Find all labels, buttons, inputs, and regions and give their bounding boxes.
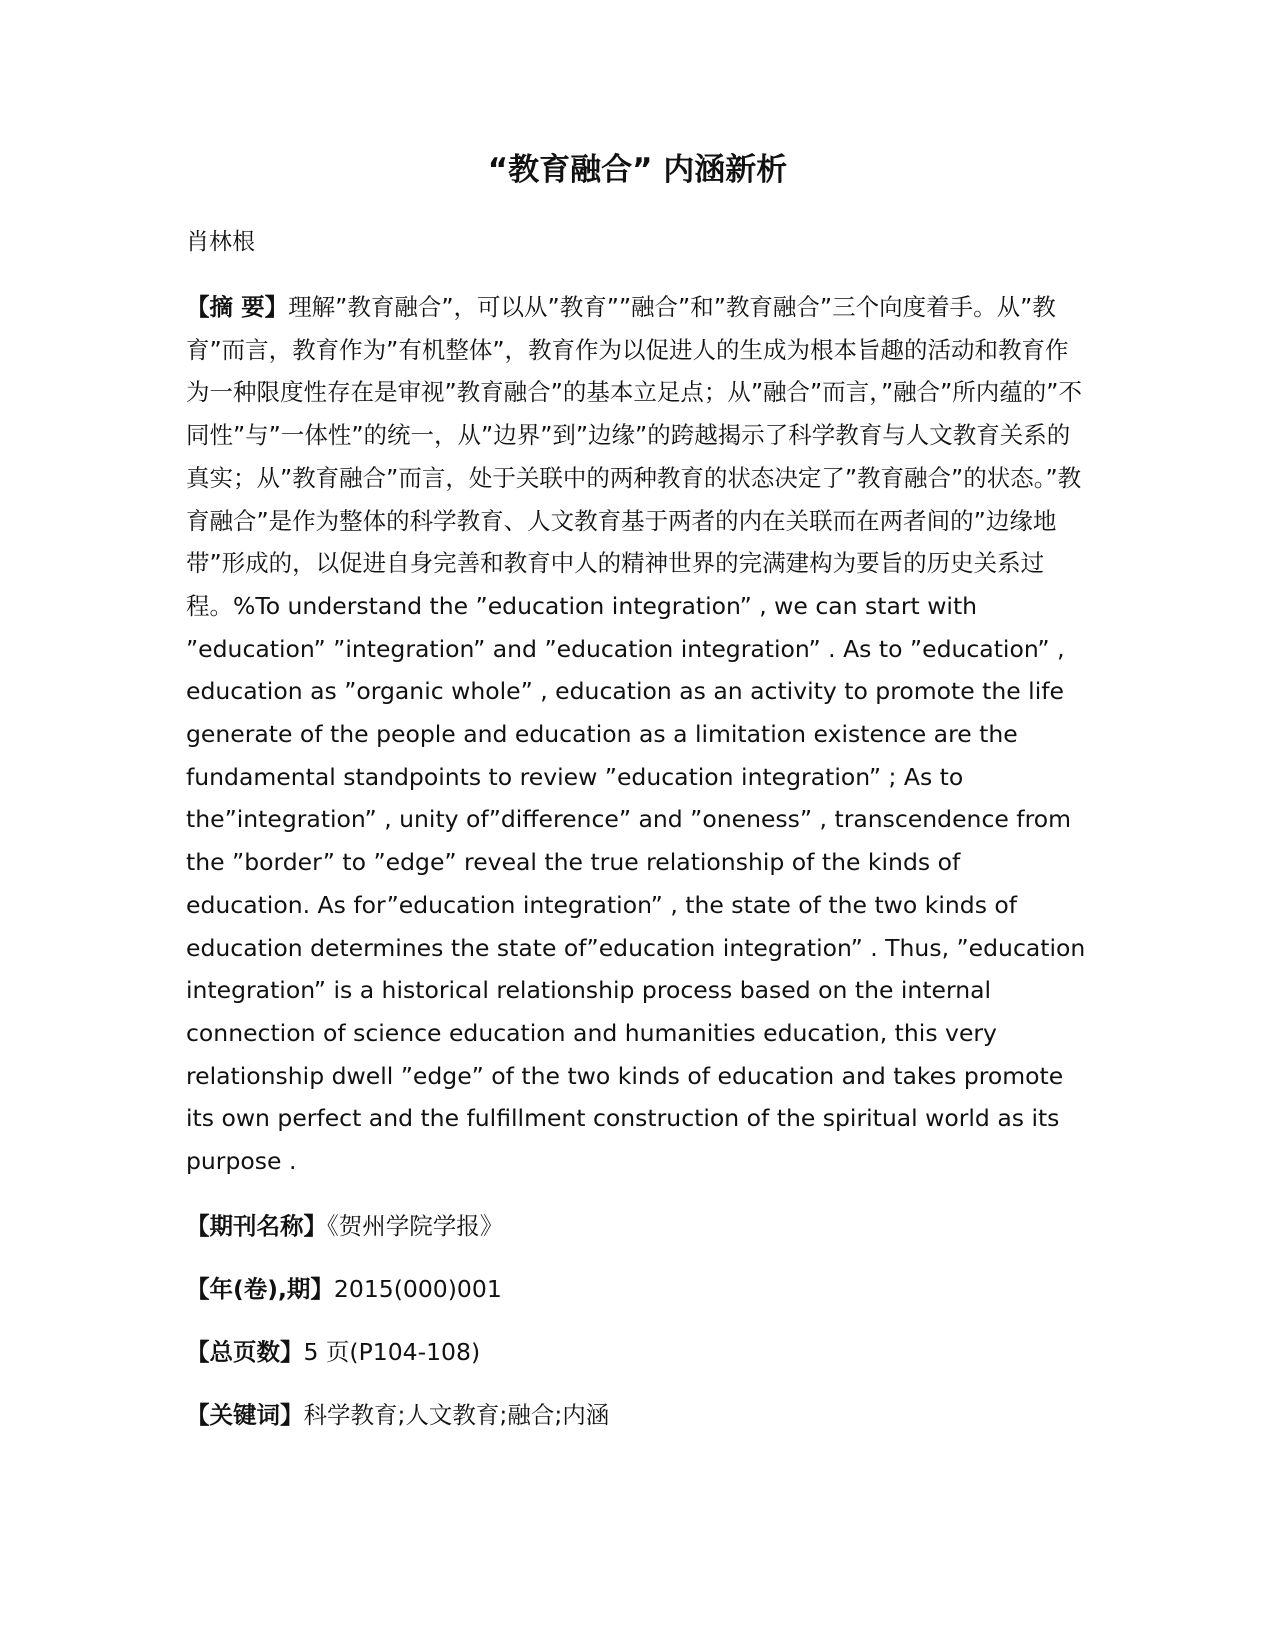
abstract-paragraph bbox=[186, 286, 1086, 1183]
year-volume-issue-label: 【年(卷),期】 bbox=[186, 1275, 334, 1303]
keywords-row bbox=[186, 1398, 609, 1432]
abstract-label: 【摘 要】 bbox=[186, 293, 289, 321]
journal-name-row bbox=[186, 1209, 503, 1243]
page-count-value: 5 页(P104-108) bbox=[303, 1338, 481, 1366]
article-title: “教育融合” 内涵新析 bbox=[487, 152, 788, 188]
author-name: 肖林根 bbox=[186, 229, 255, 255]
keywords-label: 【关键词】 bbox=[186, 1401, 304, 1429]
keywords-value: 科学教育;人文教育;融合;内涵 bbox=[303, 1401, 610, 1429]
year-volume-issue-value: 2015(000)001 bbox=[333, 1275, 502, 1303]
page-count-row bbox=[186, 1335, 480, 1369]
journal-name-value: 《贺州学院学报》 bbox=[327, 1212, 504, 1240]
journal-name-label: 【期刊名称】 bbox=[186, 1212, 327, 1240]
year-volume-issue-row bbox=[186, 1272, 502, 1306]
page-count-label: 【总页数】 bbox=[186, 1338, 304, 1366]
abstract-chinese-text: 理解”教育融合”，可以从”教育””融合”和”教育融合”三个向度着手。从”教育”而言，教育作为”有机整体”，教育作为以促进人的生成为根本旨趣的活动和教育作为一种限度性存在是审视”教育融合”的基本立足点；从”融合”而言，”融合”所内蕴的”不同性”与”一体性”的统一，从”边界”到”边缘”的跨越揭示了科学教育与人文教育关系的真实；从”教育融合”而言，处于关联中的两种教育的状态决定了”教育融合”的状态。”教育融合”是作为整体的科学教育、人文教育基于两者的内在关联而在两者间的”边缘地带”形成的，以促进自身完善和教育中人的精神世界的完满建构为要旨的历史关系过程。 bbox=[186, 293, 1082, 620]
abstract-english-text: %To understand the ”education integration” , we can start with ”education” ”integration” and ”education integration” . As to ”education” , education as ”organic whole” , education as an activity to promote the life generate of the people and education as a limitation existence are the fundamental standpoints to review ”education integration” ; As to the”integration” , unity of”difference” and ”oneness” , transcendence from the ”border” to ”edge” reveal the true relationship of the kinds of education. As for”education integration” , the state of the two kinds of education determines the state of”education integration” . Thus, ”education integration” is a historical relationship process based on the internal connection of science education and humanities education, this very relationship dwell ”edge” of the two kinds of education and takes promote its own perfect and the fulfillment construction of the spiritual world as its purpose . bbox=[186, 591, 1086, 1176]
